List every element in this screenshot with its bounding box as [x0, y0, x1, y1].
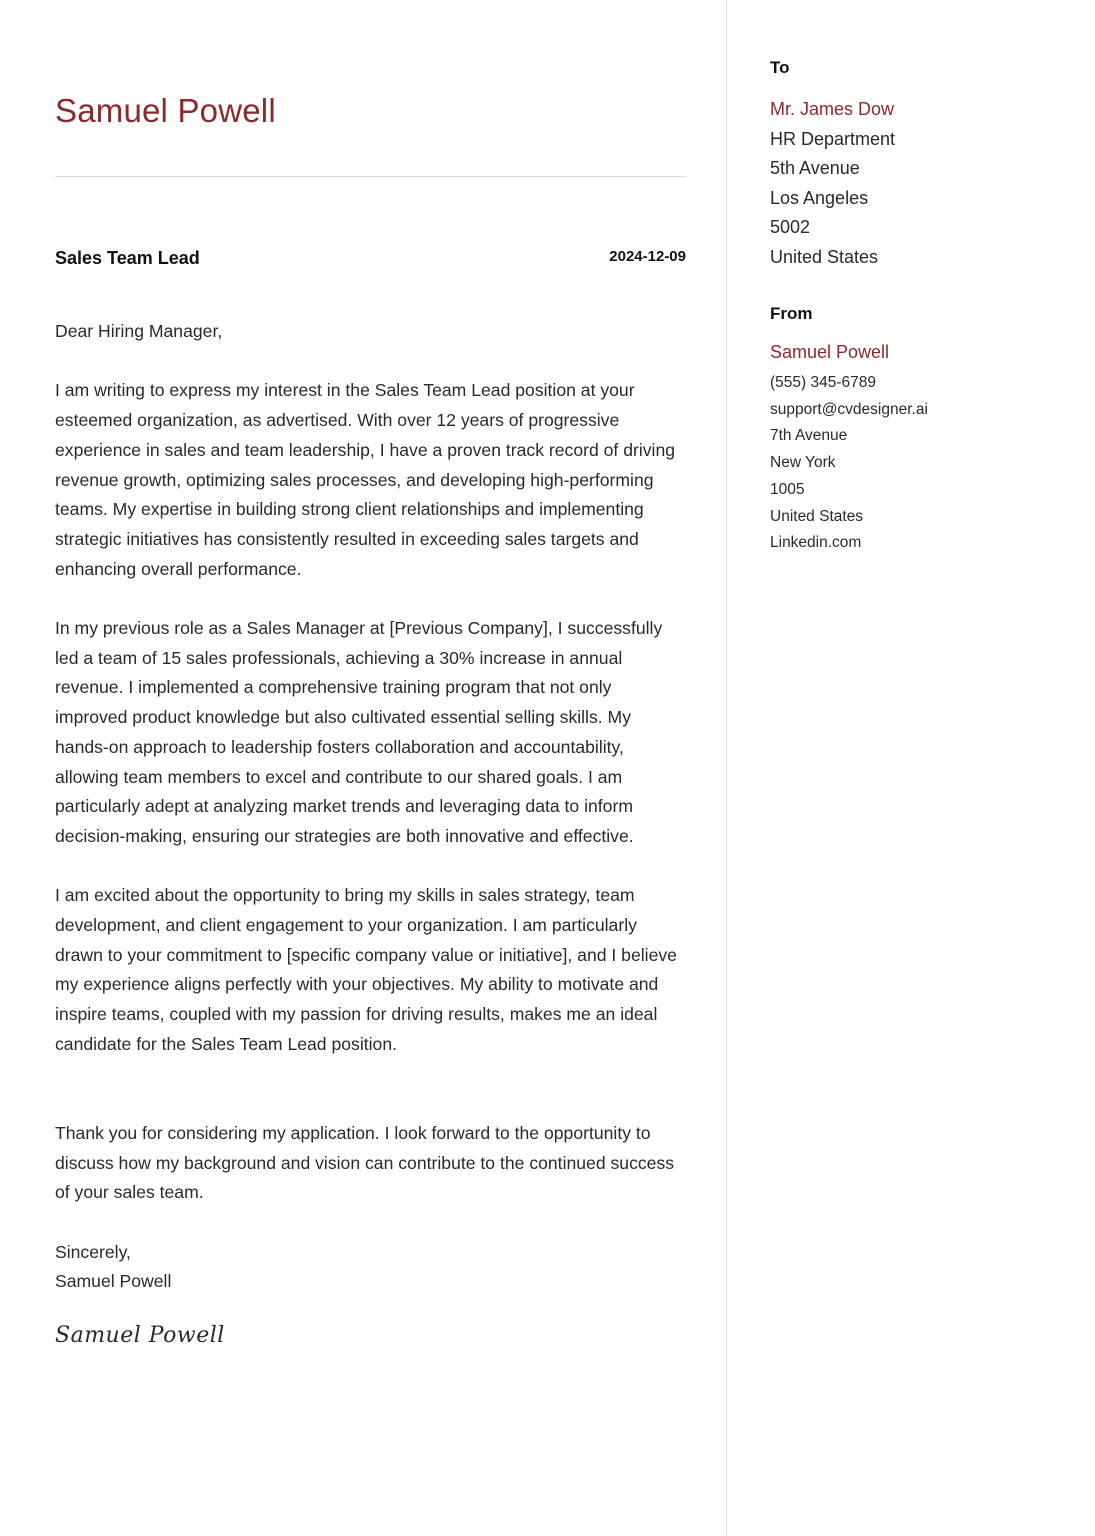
recipient-department: HR Department	[770, 128, 896, 149]
sender-contact	[770, 370, 928, 557]
recipient-city: Los Angeles	[770, 187, 869, 208]
job-title: Sales Team Lead	[55, 248, 200, 268]
letter-greeting: Dear Hiring Manager,	[55, 321, 223, 341]
letter-paragraph-1: I am writing to express my interest in the Sales Team Lead position at your esteemed organization, as advertised. With over 12 years of progressive experience in sales and team leadership, I have a proven track record of driving revenue growth, optimizing sales processes, and developing high-performing teams. My expertise in building strong client relationships and implementing strategic initiatives has consistently resulted in exceeding sales targets and enhancing overall performance.	[55, 380, 676, 579]
letter-paragraph-4: Thank you for considering my application. I look forward to the opportunity to discuss how my background and vision can contribute to the continued success of your sales team.	[55, 1122, 675, 1203]
recipient-street: 5th Avenue	[770, 158, 860, 179]
column-divider	[726, 0, 727, 1536]
letter-date: 2024-12-09	[609, 248, 686, 265]
recipient-name: Mr. James Dow	[770, 99, 895, 119]
letter-paragraph-2: In my previous role as a Sales Manager at [Previous Company], I successfully led a team of 15 sales professionals, achieving a 30% increase in annual revenue. I implemented a comprehensive training program that not only improved product knowledge but also cultivated essential selling skills. My hands-on approach to leadership fosters collaboration and accountability, allowing team members to excel and contribute to our shared goals. I am particularly adept at analyzing market trends and leveraging data to inform decision-making, ensuring our strategies are both innovative and effective.	[55, 618, 663, 846]
sender-city: New York	[770, 454, 836, 472]
applicant-name: Samuel Powell	[55, 92, 276, 129]
letter-body	[55, 317, 686, 1351]
sender-website: Linkedin.com	[770, 534, 862, 552]
sender-heading: From	[770, 304, 813, 323]
recipient-address	[770, 95, 895, 273]
sender-name: Samuel Powell	[770, 342, 890, 362]
sender-country: United States	[770, 507, 864, 525]
letter-closing-name: Samuel Powell	[55, 1271, 172, 1292]
sender-street: 7th Avenue	[770, 427, 848, 445]
sender-phone: (555) 345-6789	[770, 374, 876, 391]
sender-zip: 1005	[770, 480, 805, 498]
letter-closing: Sincerely,	[55, 1241, 131, 1262]
letter-paragraph-3: I am excited about the opportunity to bring my skills in sales strategy, team development, and client engagement to your organization. I am particularly drawn to your commitment to [specific company value or initiative], and I believe my experience aligns perfectly with your objectives. My ability to motivate and inspire teams, coupled with my passion for driving results, makes me an ideal candidate for the Sales Team Lead position.	[55, 885, 677, 1054]
sender-email: support@cvdesigner.ai	[770, 400, 928, 418]
header-divider	[55, 176, 686, 177]
recipient-heading: To	[770, 58, 790, 77]
recipient-country: United States	[770, 246, 879, 267]
handwritten-signature: Samuel Powell	[55, 1323, 225, 1349]
recipient-zip: 5002	[770, 217, 811, 238]
